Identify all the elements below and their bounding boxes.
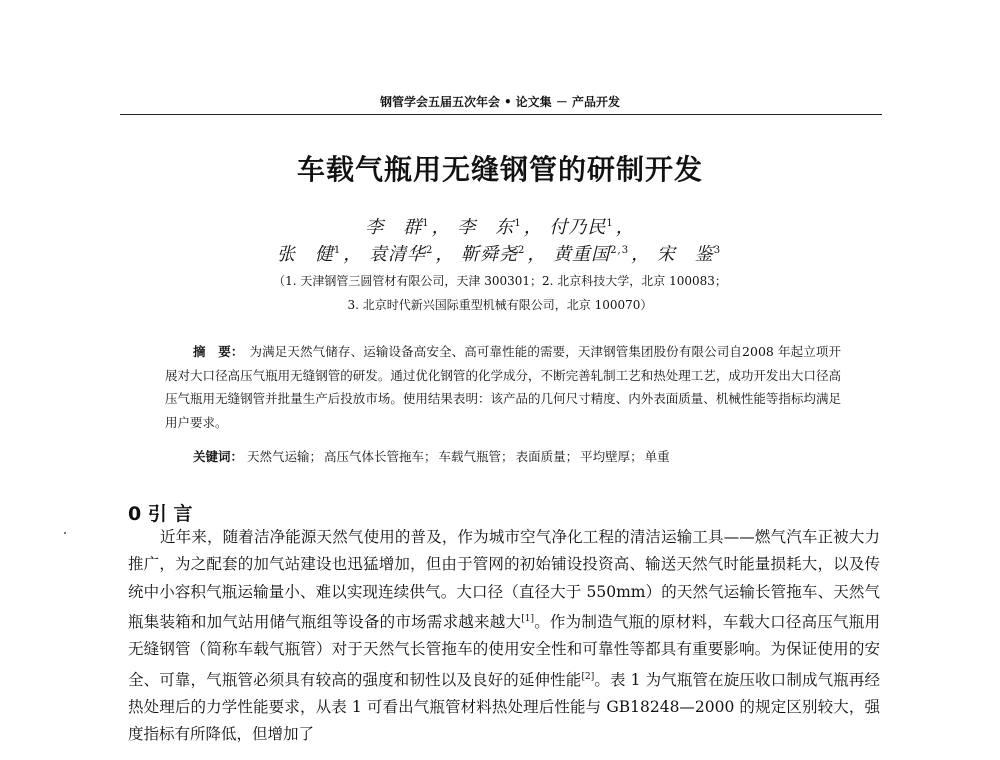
abstract bbox=[165, 340, 841, 434]
author-separator: ， bbox=[523, 217, 543, 238]
author: 袁清华 bbox=[368, 244, 426, 265]
header-conference: 钢管学会五届五次年会 bbox=[379, 95, 500, 109]
author-affiliation-mark: 2,3 bbox=[610, 245, 630, 256]
author-affiliation-mark: 1 bbox=[333, 245, 342, 256]
author-separator: ， bbox=[343, 244, 363, 265]
keywords bbox=[193, 447, 672, 465]
author-affiliation-mark: 1 bbox=[606, 218, 614, 229]
running-header bbox=[0, 93, 1000, 110]
header-rule bbox=[120, 114, 882, 115]
author-separator: ， bbox=[631, 244, 651, 265]
header-separator: • bbox=[503, 95, 512, 109]
citation-ref: [2] bbox=[581, 671, 595, 682]
author: 张 健 bbox=[276, 244, 334, 265]
author: 宋 鉴 bbox=[656, 244, 714, 265]
keyword: 高压气体长管拖车； bbox=[324, 449, 437, 464]
keyword: 单重 bbox=[644, 449, 670, 464]
citation-ref: [1] bbox=[521, 613, 534, 624]
author: 李 东 bbox=[457, 217, 515, 238]
author: 李 群 bbox=[365, 217, 423, 238]
author: 黄重国 bbox=[553, 244, 611, 265]
author-affiliation-mark: 2 bbox=[425, 245, 434, 256]
abstract-text: 为满足天然气储存、运输设备高安全、高可靠性能的需要，天津钢管集团股份有限公司自2008 年起立项开展对大口径高压气瓶用无缝钢管的研发。通过优化钢管的化学成分，不断完善轧制工艺和热处理工艺，成功开发出大口径高压气瓶用无缝钢管并批量生产后投放市场。使用结果表明：该产品的几何尺寸精度、内外表面质量、机械性能等指标均满足用户要求。 bbox=[165, 344, 841, 430]
author-affiliation-mark: 1 bbox=[422, 218, 430, 229]
body-text-segment: 近年来，随着洁净能源天然气使用的普及，作为城市空气净化工程的清洁运输工具——燃气汽车正被大力推广，为之配套的加气站建设也迅猛增加，但由于管网的初始铺设投资高、输送天然气时能量损耗大，以及传统中小容积气瓶运输量小、难以实现连续供气。大口径（直径大于 550mm）的天然气运输长管拖车、天然气瓶集装箱和加气站用储气瓶组等设备的市场需求越来越大 bbox=[128, 528, 880, 632]
keyword: 平均壁厚； bbox=[580, 449, 643, 464]
margin-mark bbox=[64, 532, 66, 534]
keyword: 表面质量； bbox=[515, 449, 579, 464]
author-affiliation-mark: 3 bbox=[713, 245, 722, 256]
abstract-label: 摘 要： bbox=[193, 344, 244, 359]
author-separator: ， bbox=[527, 244, 547, 265]
body-text-segment: 。作为制造气瓶的原材料，车载大口径高压气瓶用无缝钢管（简称车载气瓶管）对于天然气长管拖车的使用安全性和可靠性等都具有重要影响。为保证使用的安全、可靠，气瓶管必须具有较高的强度和韧性以及良好的延伸性能 bbox=[128, 613, 880, 689]
body-text-segment: 。表 1 为气瓶管在旋压收口制成气瓶再经热处理后的力学性能要求，从表 1 可看出气瓶管材料热处理后性能与 GB18248—2000 的规定区别较大，强度指标有所降低，但增加了 bbox=[128, 670, 880, 744]
paper-title: 车载气瓶用无缝钢管的研制开发 bbox=[296, 153, 703, 186]
affiliations-line-1: （1. 天津钢管三圆管材有限公司，天津 300301；2. 北京科技大学，北京 100083； bbox=[273, 274, 727, 288]
author-separator: ， bbox=[435, 244, 455, 265]
keyword: 天然气运输； bbox=[247, 449, 323, 464]
authors-line-1 bbox=[0, 213, 1000, 239]
author: 付乃民 bbox=[549, 217, 607, 238]
affiliations-line-2: 3. 北京时代新兴国际重型机械有限公司，北京 100070） bbox=[347, 298, 653, 312]
keyword: 车载气瓶管； bbox=[438, 449, 514, 464]
section-heading: 0 引 言 bbox=[128, 503, 193, 525]
author-affiliation-mark: 2 bbox=[518, 245, 526, 256]
section-body bbox=[128, 524, 880, 749]
authors-line-2 bbox=[0, 240, 1000, 266]
author-separator: ， bbox=[615, 217, 635, 238]
header-collection: 论文集 － 产品开发 bbox=[515, 95, 621, 109]
author-separator: ， bbox=[431, 217, 451, 238]
author-affiliation-mark: 1 bbox=[514, 218, 522, 229]
keywords-label: 关键词： bbox=[193, 449, 244, 464]
author: 靳舜尧 bbox=[461, 244, 519, 265]
